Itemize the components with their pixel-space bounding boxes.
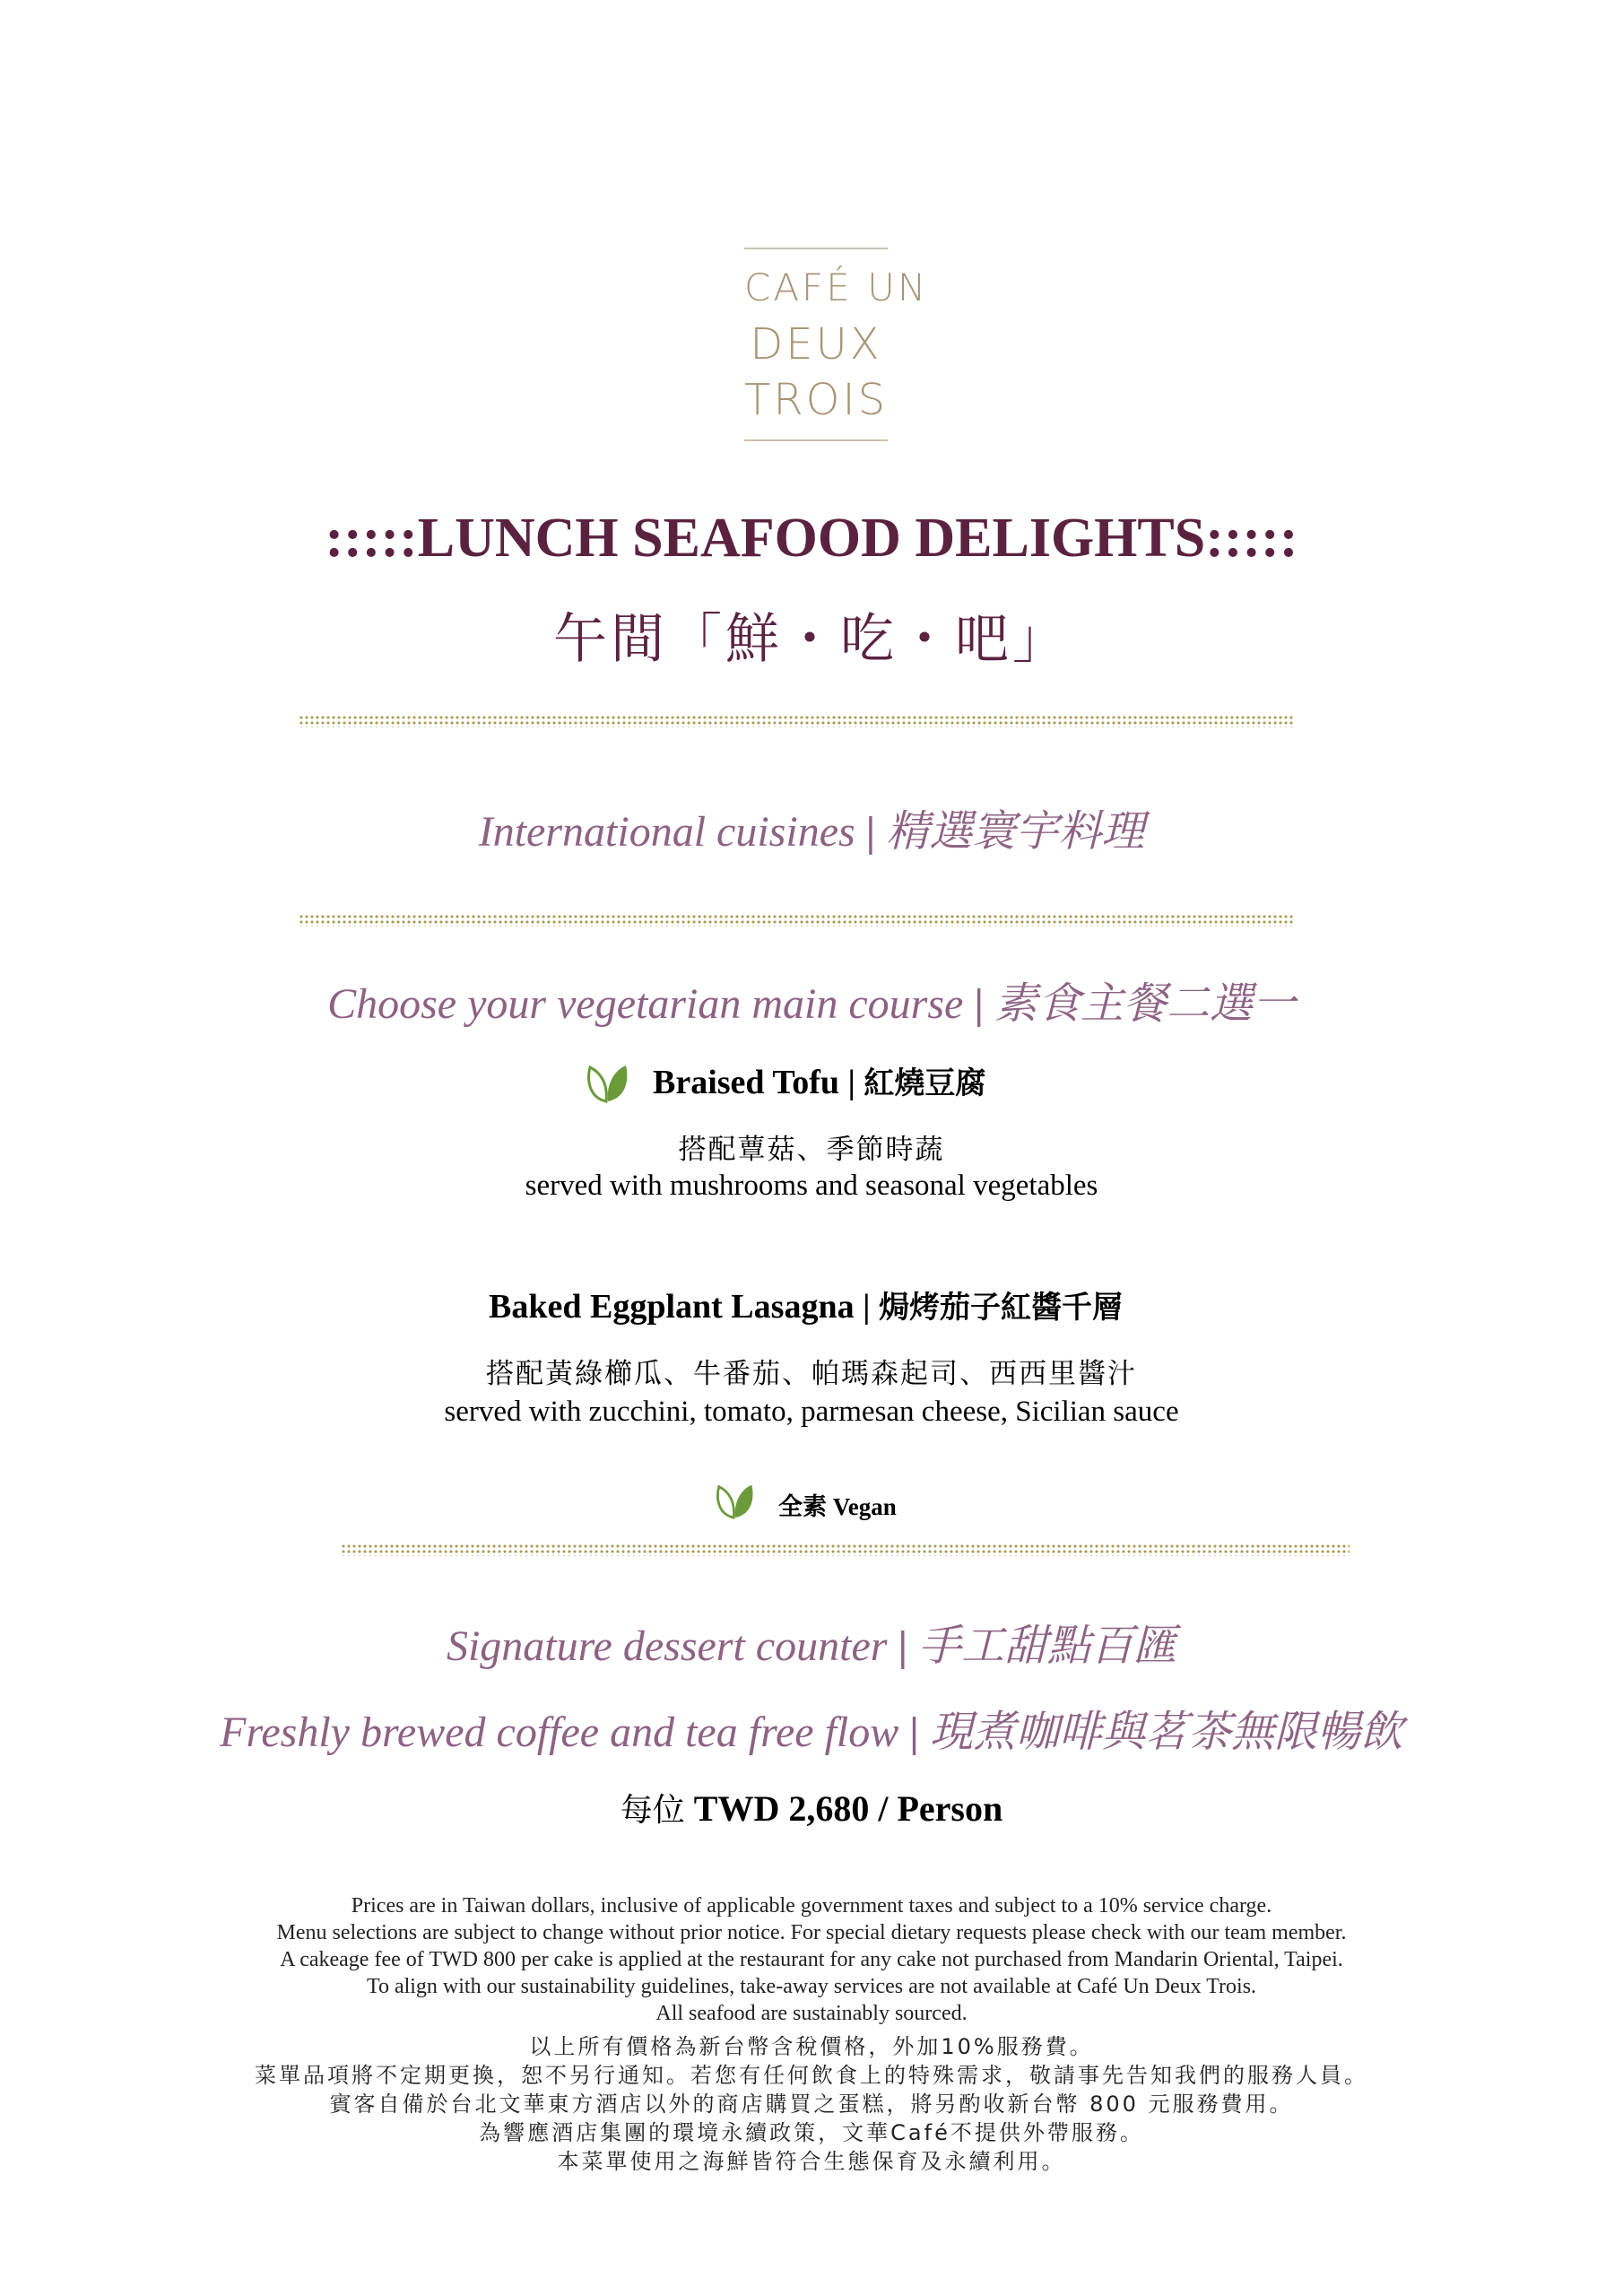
separator: | — [898, 1622, 908, 1670]
dish-1-desc-zh: 搭配蕈菇、季節時蔬 — [678, 1134, 945, 1166]
section-dessert-en: Signature dessert counter — [446, 1622, 888, 1670]
section-international — [0, 796, 1623, 858]
vegan-legend: 全素 Vegan — [778, 1493, 897, 1520]
logo-line-1: CAFÉ UN — [744, 265, 929, 309]
logo-line-2: DEUX — [750, 319, 882, 370]
section-vegetarian-zh: 素食主餐二選一 — [994, 980, 1296, 1028]
fine-print-zh-4: 為響應酒店集團的環境永續政策，文華Café不提供外帶服務。 — [479, 2120, 1144, 2145]
dish-2-desc-zh: 搭配黃綠櫛瓜、牛番茄、帕瑪森起司、西西里醬汁 — [486, 1358, 1137, 1390]
price-en: TWD 2,680 / Person — [693, 1788, 1003, 1829]
separator: | — [909, 1709, 919, 1756]
dish-1-name-zh: 紅燒豆腐 — [864, 1065, 986, 1101]
dotted-divider-2 — [299, 914, 1294, 926]
dish-2-name — [489, 1283, 1123, 1326]
section-coffee — [0, 1697, 1623, 1759]
dish-1-name — [653, 1058, 985, 1102]
fine-print-en-2: Menu selections are subject to change without prior notice. For special dietary requests please check with our team member. — [276, 1921, 1347, 1944]
section-international-zh: 精選寰宇料理 — [886, 808, 1145, 856]
section-dessert — [0, 1611, 1623, 1673]
dotted-divider-1 — [299, 715, 1294, 727]
fine-print-en-5: All seafood are sustainably sourced. — [655, 2002, 968, 2025]
dish-2-desc-en: served with zucchini, tomato, parmesan cheese, Sicilian sauce — [444, 1396, 1179, 1428]
section-vegetarian — [0, 969, 1623, 1031]
logo-bottom-rule — [744, 439, 888, 441]
price — [0, 1785, 1623, 1831]
section-coffee-zh: 現煮咖啡與茗茶無限暢飲 — [929, 1709, 1403, 1756]
fine-print-en-3: A cakeage fee of TWD 800 per cake is applied at the restaurant for any cake not purchased from Mandarin Oriental, Taipei. — [280, 1948, 1343, 1971]
section-dessert-zh: 手工甜點百匯 — [918, 1622, 1177, 1670]
fine-print-zh-3: 賓客自備於台北文華東方酒店以外的商店購買之蛋糕，將另酌收新台幣 800 元服務費用。 — [329, 2092, 1294, 2117]
fine-print-zh-2: 菜單品項將不定期更換，恕不另行通知。若您有任何飲食上的特殊需求，敬請事先告知我們的服務人員。 — [255, 2063, 1368, 2088]
logo-line-3: TROIS — [744, 375, 889, 425]
dish-2-name-zh: 焗烤茄子紅醬千層 — [878, 1290, 1123, 1326]
dotted-divider-3 — [341, 1544, 1350, 1556]
dish-2-name-en: Baked Eggplant Lasagna — [489, 1288, 855, 1326]
fine-print-en-1: Prices are in Taiwan dollars, inclusive of applicable government taxes and subject to a 10% service charge. — [351, 1894, 1272, 1918]
leaf-icon — [714, 1482, 757, 1519]
separator: | — [847, 1064, 855, 1101]
fine-print-zh-1: 以上所有價格為新台幣含稅價格，外加10%服務費。 — [529, 2034, 1094, 2059]
section-coffee-en: Freshly brewed coffee and tea free flow — [220, 1709, 899, 1756]
dish-1-desc-en: served with mushrooms and seasonal vegetables — [525, 1170, 1098, 1202]
fine-print-zh-5: 本菜單使用之海鮮皆符合生態保育及永續利用。 — [557, 2149, 1066, 2174]
price-zh: 每位 — [620, 1792, 685, 1829]
leaf-icon — [585, 1062, 631, 1103]
logo-top-rule — [744, 248, 888, 249]
separator: | — [974, 980, 984, 1028]
page-title-en: :::::LUNCH SEAFOOD DELIGHTS::::: — [325, 508, 1298, 569]
separator: | — [863, 1288, 871, 1326]
fine-print-en-4: To align with our sustainability guidelines, take-away services are not available at Café Un Deux Trois. — [366, 1975, 1257, 1998]
separator: | — [865, 808, 876, 856]
section-international-en: International cuisines — [478, 808, 855, 856]
section-vegetarian-en: Choose your vegetarian main course — [327, 980, 964, 1028]
dish-1-name-en: Braised Tofu — [653, 1064, 840, 1101]
page-title-zh: 午間「鮮・吃・吧」 — [553, 608, 1070, 671]
